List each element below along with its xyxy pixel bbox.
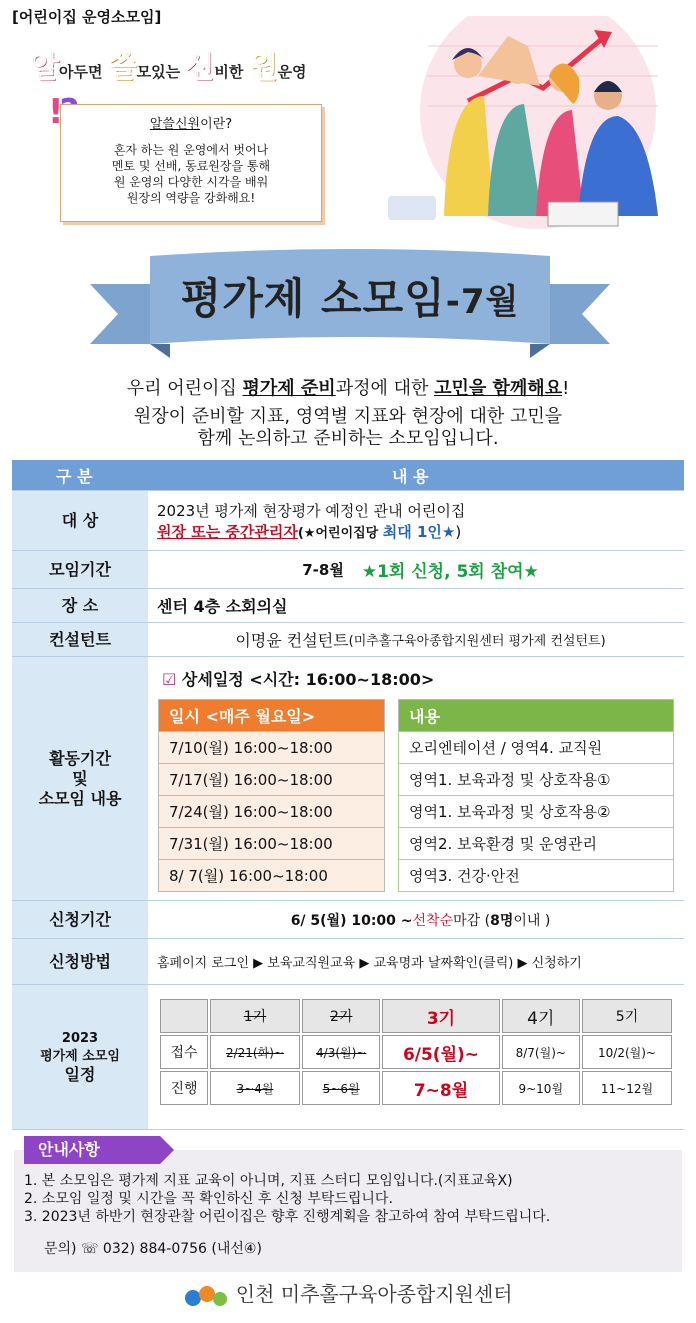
slogan-small-4: 운영 bbox=[277, 63, 307, 81]
table-row: 7/17(월) 16:00~18:00 영역1. 보육과정 및 상호작용① bbox=[159, 764, 674, 796]
table-row: 7/31(월) 16:00~18:00 영역2. 보육환경 및 운영관리 bbox=[159, 828, 674, 860]
row-consultant: 컨설턴트 이명윤 컨설턴트 (미추홀구육아종합지원센터 평가제 컨설턴트) bbox=[12, 622, 684, 656]
row-generations: 2023 평가제 소모임 일정 1기 2기 3기 4기 5기 접수 2/21(화)~ 4/3(월)~ 6/5(월)~ 8/7(월)~ 10/2(월)~ 진행 3~4월 5~6월 7~8월 9~10월 11~12월 bbox=[12, 984, 684, 1130]
notice-item: 1. 본 소모임은 평가제 지표 교육이 아니며, 지표 스터디 모임입니다.(지표교육X) bbox=[24, 1173, 513, 1189]
table-row: 7/10(월) 16:00~18:00 오리엔테이션 / 영역4. 교직원 bbox=[159, 732, 674, 764]
table-row: 8/ 7(월) 16:00~18:00 영역3. 건강·안전 bbox=[159, 860, 674, 892]
row-place: 장 소 센터 4층 소회의실 bbox=[12, 588, 684, 622]
row-target: 대 상 2023년 평가제 현장평가 예정인 관내 어린이집 원장 또는 중간관리자(★어린이집당 최대 1인★) bbox=[12, 490, 684, 550]
notice-tag-arrow bbox=[160, 1136, 174, 1164]
slogan-big-2: 쓸 bbox=[107, 50, 137, 85]
question-mark-icon: ! bbox=[48, 92, 60, 132]
page-title: 평가제 소모임-7월 bbox=[180, 274, 520, 323]
about-title: 알쓸신원이란? bbox=[149, 117, 233, 132]
footer bbox=[0, 1278, 696, 1310]
row-apply-period: 신청기간 6/ 5(월) 10:00 ~ 선착순 마감 ( 8명 이내 ) bbox=[12, 900, 684, 938]
slogan-big-3: 신 bbox=[185, 50, 215, 85]
checkbox-icon: ☑ bbox=[162, 670, 177, 689]
row-period: 모임기간 7-8월 ★1회 신청, 5회 참여★ bbox=[12, 550, 684, 588]
intro-text: 우리 어린이집 평가제 준비과정에 대한 고민을 함께해요! 원장이 준비할 지표, 영역별 지표와 현장에 대한 고민을 함께 논의하고 준비하는 소모임입니다. bbox=[126, 378, 570, 449]
teamwork-illustration bbox=[368, 16, 668, 231]
about-line: 원 운영의 다양한 시각을 배워 bbox=[113, 175, 269, 189]
contact-info: 문의) ☏ 032) 884-0756 (내선④) bbox=[44, 1241, 262, 1257]
row-activity: 활동기간 및 소모임 내용 ☑ 상세일정 <시간: 16:00~18:00> 일시 <매주 월요일> 내용 7/10(월) 16:00~18:00 오리엔테이션 / 영역4. 교직원 7/17(월) 16:00~18:00 영역1. 보육과정 및 상호작용① 7/24(월) 16:00~18:00 영역1. 보육과정 및 상호작용② 7/31(월) 16:00~18:00 영역2. 보육환경 및 운영관리 8/ 7(월) 16:00~18:00 영역3. 건강·안전 bbox=[12, 656, 684, 900]
about-line: 원장의 역량을 강화해요! bbox=[126, 191, 256, 205]
generation-table: 1기 2기 3기 4기 5기 접수 2/21(화)~ 4/3(월)~ 6/5(월)~ 8/7(월)~ 10/2(월)~ 진행 3~4월 5~6월 7~8월 9~10월 11~12월 bbox=[158, 997, 674, 1107]
notice-item: 2. 소모임 일정 및 시간을 꼭 확인하신 후 신청 부탁드립니다. bbox=[24, 1191, 393, 1207]
about-line: 멘토 및 선배, 동료원장을 통해 bbox=[111, 159, 271, 173]
schedule-table: 일시 <매주 월요일> 내용 7/10(월) 16:00~18:00 오리엔테이션 / 영역4. 교직원 7/17(월) 16:00~18:00 영역1. 보육과정 및 상호작용① 7/24(월) 16:00~18:00 영역1. 보육과정 및 상호작용② 7/31(월) 16:00~18:00 영역2. 보육환경 및 운영관리 8/ 7(월) 16:00~18:00 영역3. 건강·안전 bbox=[158, 699, 674, 892]
org-name: 인천 미추홀구육아종합지원센터 bbox=[235, 1282, 513, 1306]
slogan-big-1: 알 bbox=[30, 50, 59, 85]
about-box bbox=[60, 104, 322, 222]
notice-item: 3. 2023년 하반기 현장관찰 어린이집은 향후 진행계획을 참고하여 참여 부탁드립니다. bbox=[24, 1209, 551, 1225]
slogan-small-2: 모있는 bbox=[136, 63, 186, 81]
center-logo-icon bbox=[183, 1282, 229, 1310]
about-line: 혼자 하는 원 운영에서 벗어나 bbox=[113, 143, 269, 157]
table-row: 7/24(월) 16:00~18:00 영역1. 보육과정 및 상호작용② bbox=[159, 796, 674, 828]
row-apply-method: 신청방법 홈페이지 로그인 ▶ 보육교직원교육 ▶ 교육명과 날짜확인(클릭) ▶ 신청하기 bbox=[12, 938, 684, 984]
slogan-big-4: 원 bbox=[248, 50, 278, 85]
slogan-small-1: 아두면 bbox=[58, 63, 108, 81]
table-header: 구 분 내 용 bbox=[12, 460, 684, 490]
category-tag: [어린이집 운영소모임] bbox=[12, 8, 162, 26]
slogan-small-3: 비한 bbox=[214, 63, 249, 81]
notice-box bbox=[14, 1150, 682, 1272]
schedule-title: ☑ 상세일정 <시간: 16:00~18:00> bbox=[162, 670, 435, 689]
slogan bbox=[30, 42, 307, 86]
notice-tag: 안내사항 bbox=[24, 1136, 160, 1164]
